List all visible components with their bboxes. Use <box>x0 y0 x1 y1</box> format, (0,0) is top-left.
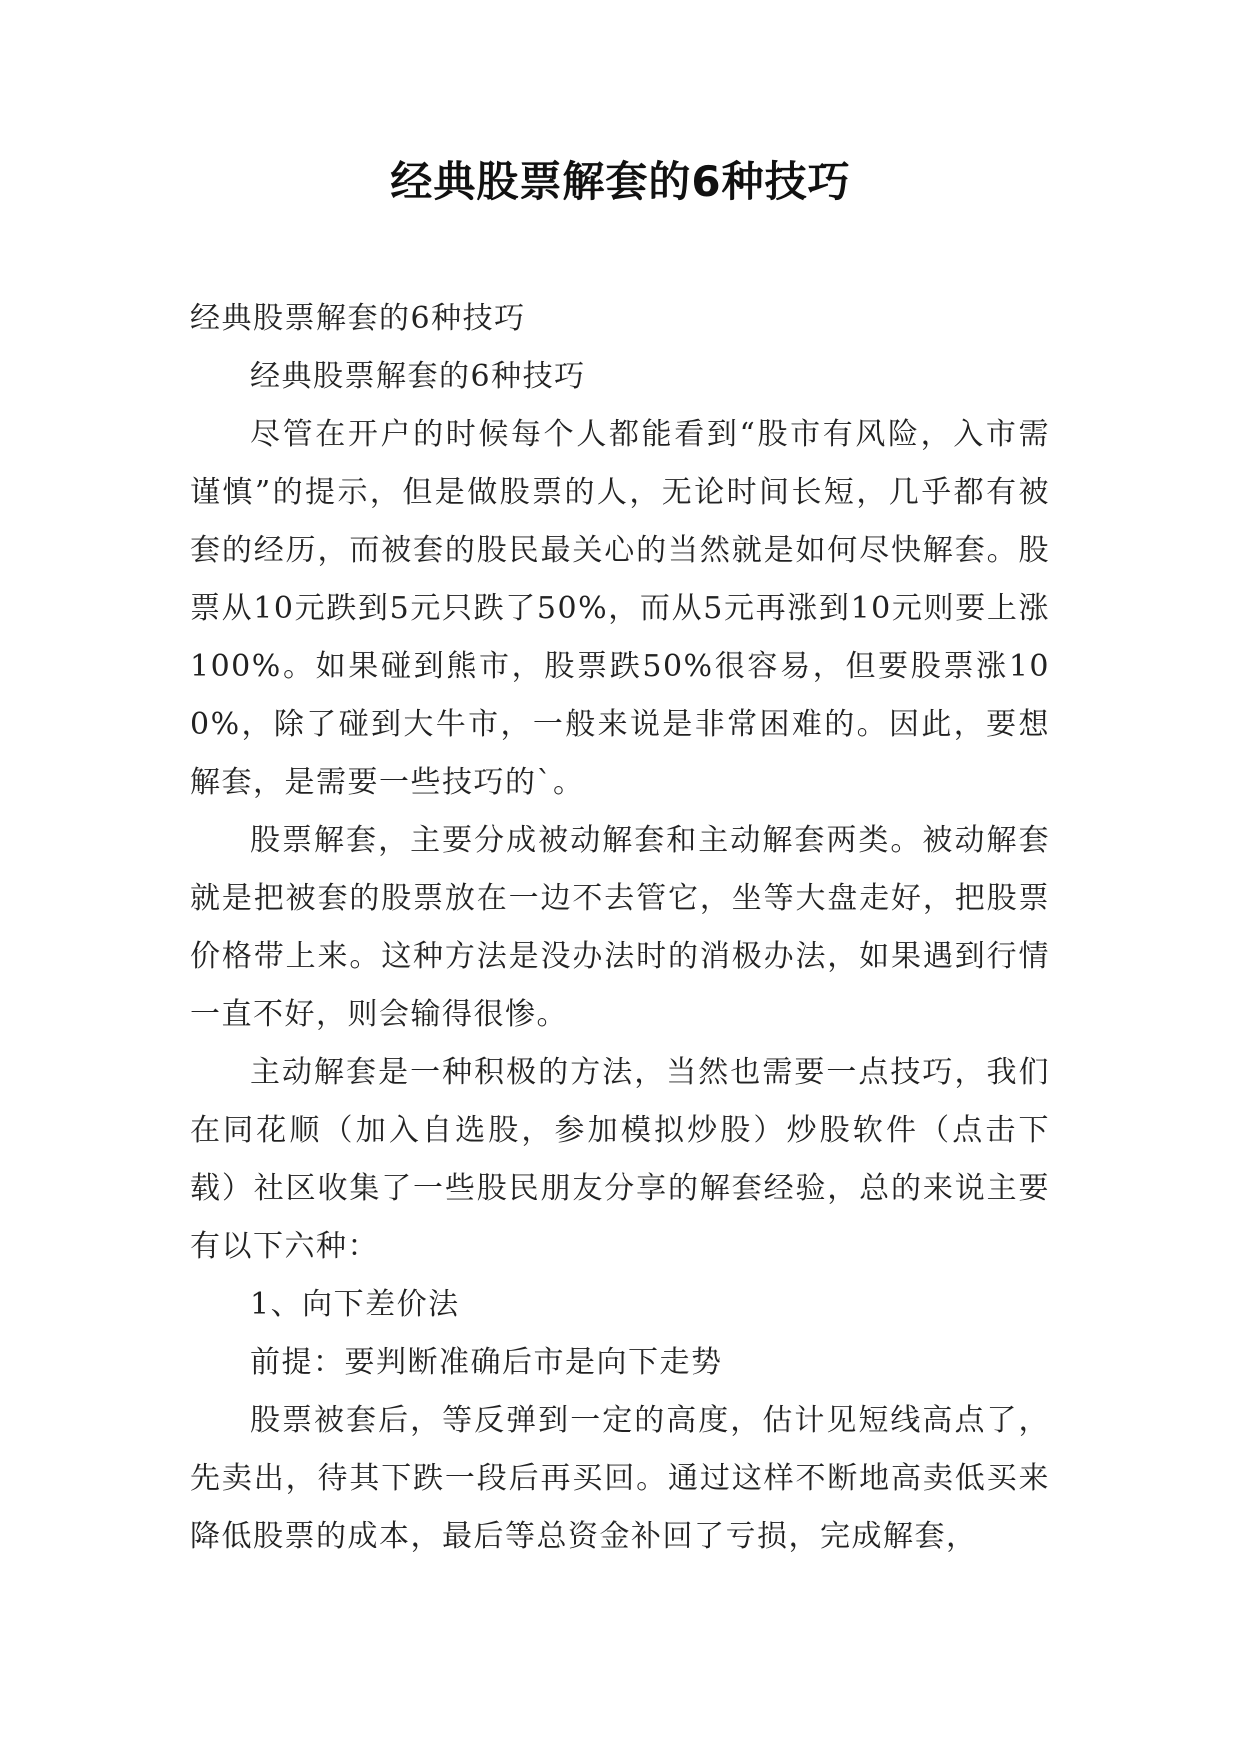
section-heading-method-1: 1、向下差价法 <box>250 1287 460 1322</box>
paragraph-passive-active: 股票解套，主要分成被动解套和主动解套两类。被动解套就是把被套的股票放在一边不去管它，坐等大盘走好，把股票价格带上来。这种方法是没办法时的消极办法，如果遇到行情一直不好，则会输得很惨。 <box>190 823 1050 1032</box>
document-title: 经典股票解套的6种技巧 <box>390 157 851 206</box>
paragraph-active-methods: 主动解套是一种积极的方法，当然也需要一点技巧，我们在同花顺（加入自选股，参加模拟炒股）炒股软件（点击下载）社区收集了一些股民朋友分享的解套经验，总的来说主要有以下六种： <box>190 1055 1050 1264</box>
paragraph-subtitle: 经典股票解套的6种技巧 <box>190 301 526 336</box>
paragraph-intro: 尽管在开户的时候每个人都能看到“股市有风险，入市需谨慎”的提示，但是做股票的人，无论时间长短，几乎都有被套的经历，而被套的股民最关心的当然就是如何尽快解套。股票从10元跌到5元只跌了50%，而从5元再涨到10元则要上涨100%。如果碰到熊市，股票跌50%很容易，但要股票涨100%，除了碰到大牛市，一般来说是非常困难的。因此，要想解套，是需要一些技巧的`。 <box>190 417 1050 800</box>
document-body <box>190 290 1050 1566</box>
paragraph-premise: 前提：要判断准确后市是向下走势 <box>250 1345 723 1380</box>
paragraph-subtitle-repeat: 经典股票解套的6种技巧 <box>250 359 586 394</box>
paragraph-method-1-detail: 股票被套后，等反弹到一定的高度，估计见短线高点了，先卖出，待其下跌一段后再买回。通过这样不断地高卖低买来降低股票的成本，最后等总资金补回了亏损，完成解套， <box>190 1403 1050 1554</box>
